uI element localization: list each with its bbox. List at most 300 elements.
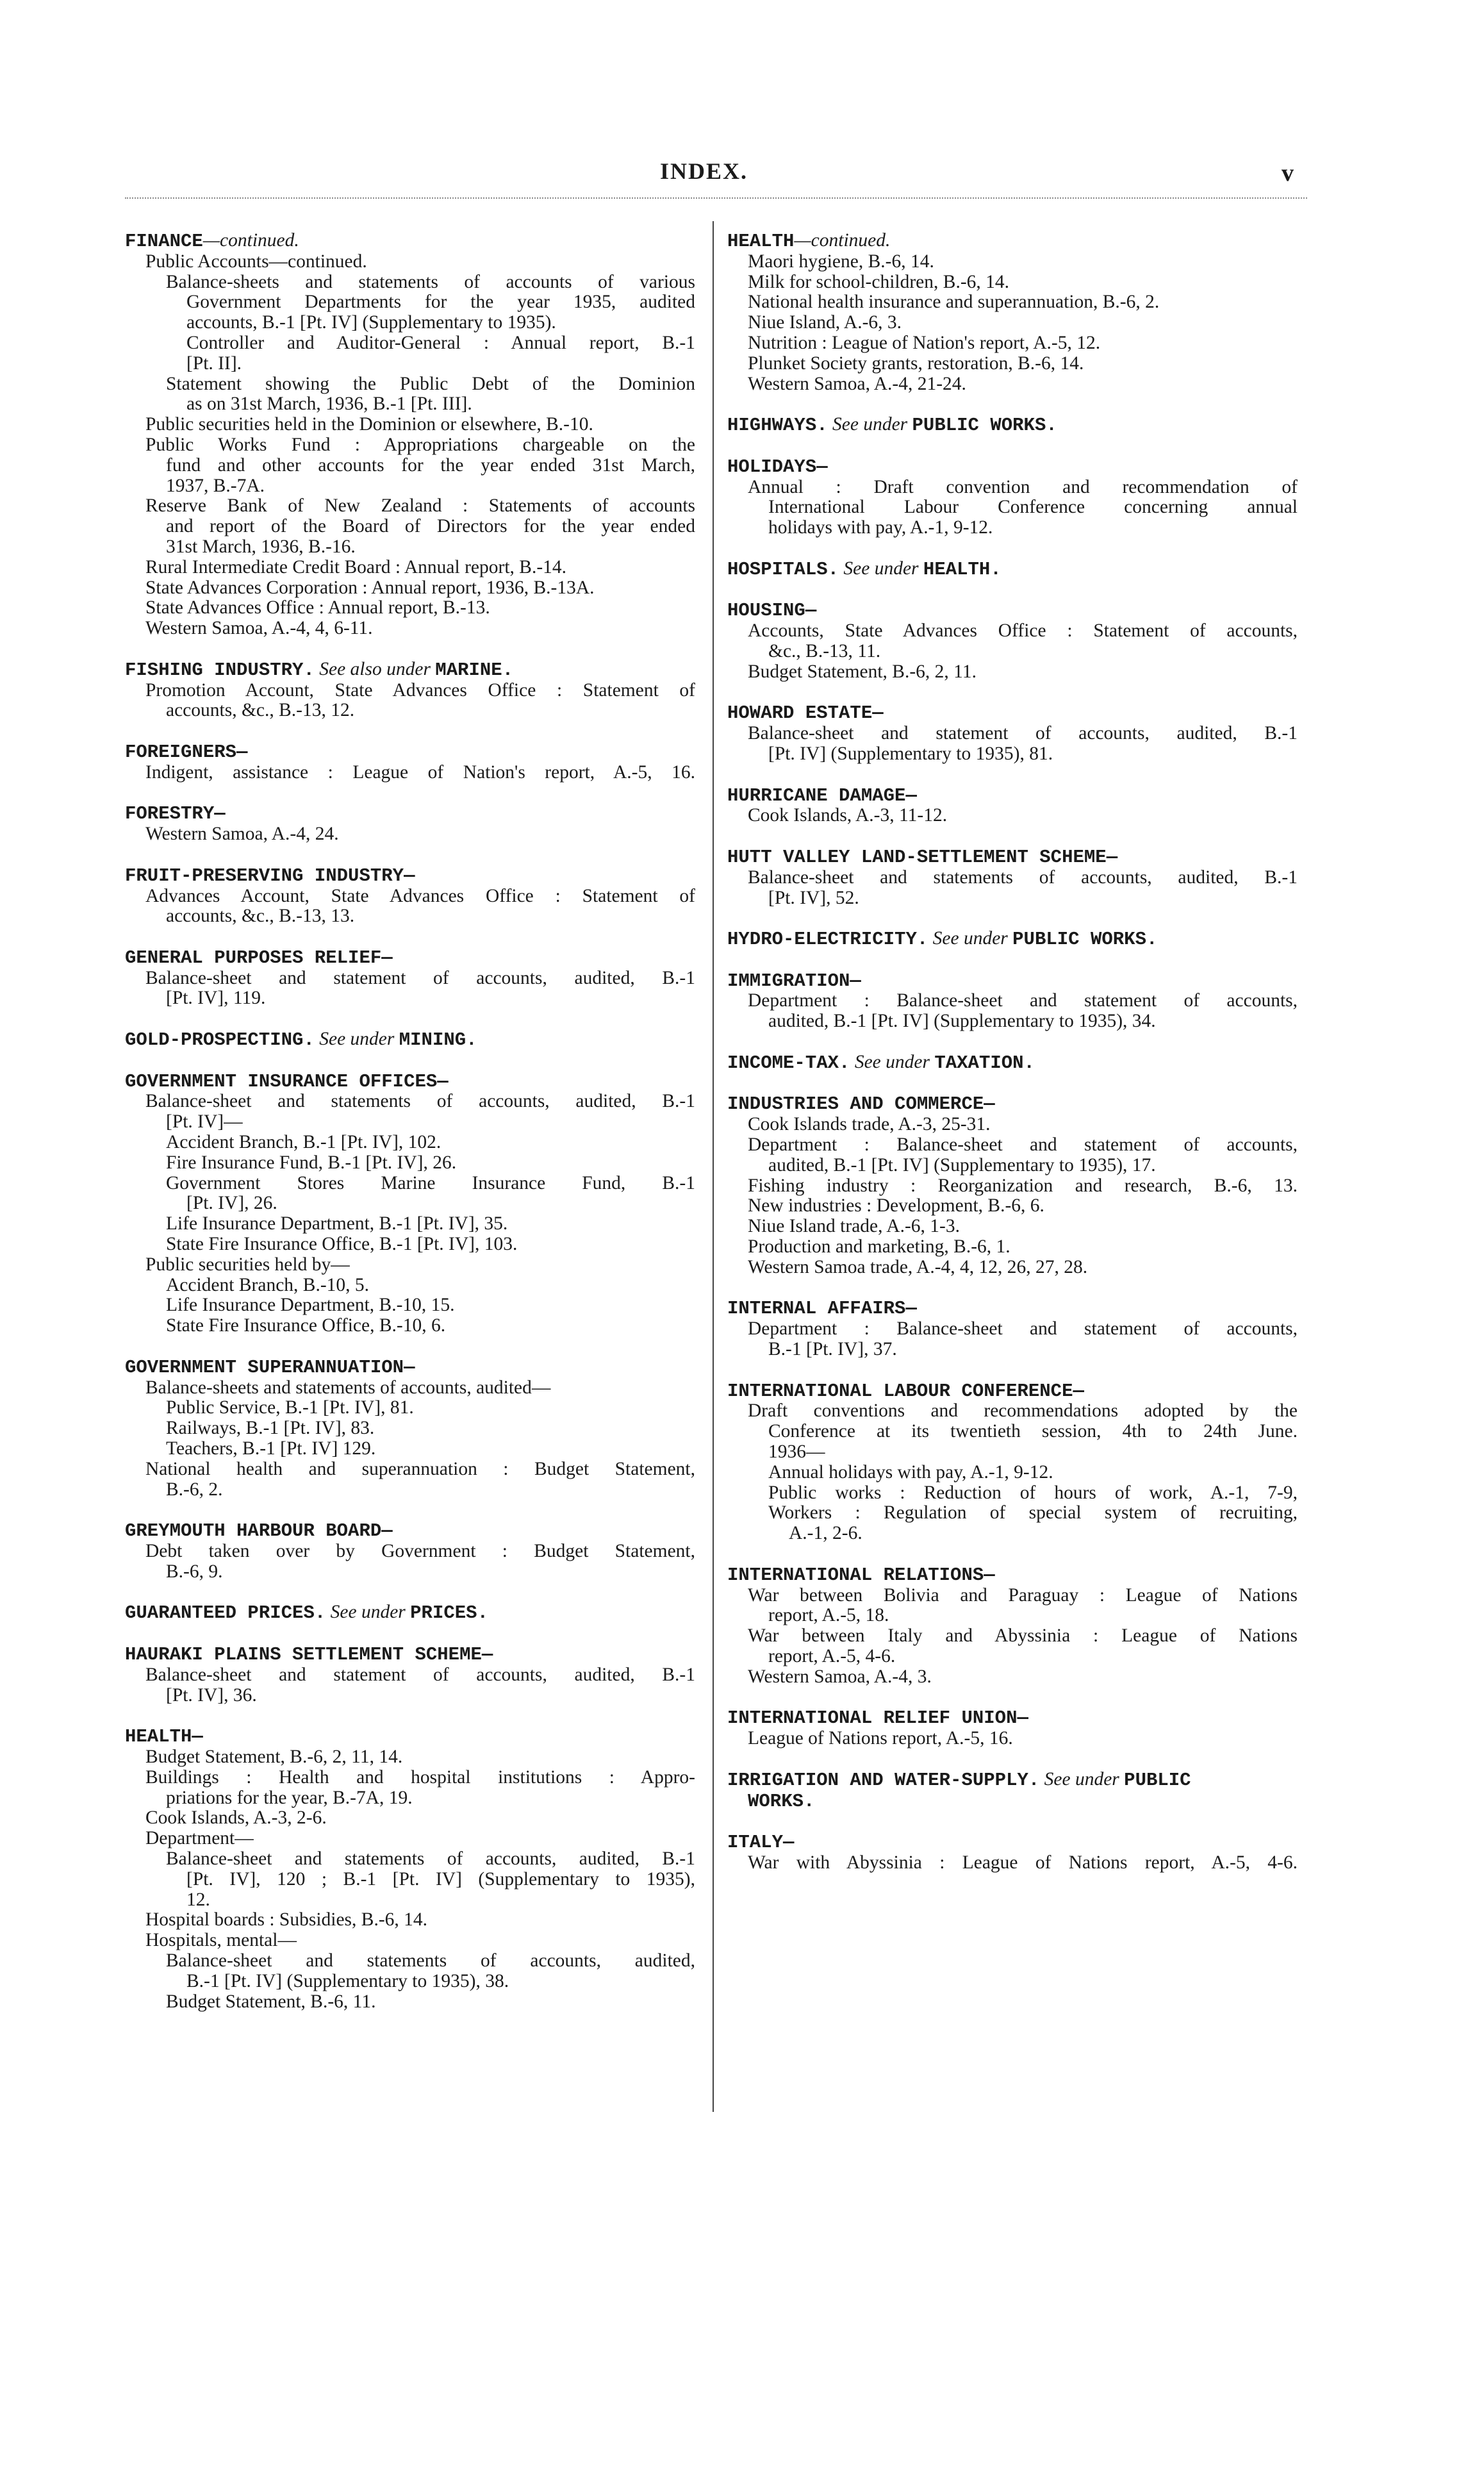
line-text: Debt taken over by Government : Budget Statement, [145,1541,695,1561]
heading-text: HUTT VALLEY LAND-SETTLEMENT SCHEME— [727,846,1118,868]
line-text: B.-6, 2. [166,1479,223,1500]
line-text: Life Insurance Department, B.-1 [Pt. IV], 35. [166,1213,508,1234]
entry-line [125,1972,695,1992]
entry-heading [727,600,1298,621]
entry-heading [125,1602,695,1624]
line-text: Buildings : Health and hospital institutions : Appro- [145,1766,695,1788]
line-text: Balance-sheet and statements of accounts, audited, B.-1 [145,1091,695,1112]
line-text: Balance-sheet and statement of accounts, audited, B.-1 [748,723,1298,744]
line-text: Railways, B.-1 [Pt. IV], 83. [166,1418,375,1439]
entry-line [727,868,1298,888]
entry-line [125,558,695,578]
entry-line [125,272,695,293]
heading-text: INTERNATIONAL RELATIONS— [727,1564,995,1586]
entry-heading [125,660,695,681]
entry-line [125,1174,695,1194]
heading-text: GENERAL PURPOSES RELIEF— [125,947,393,968]
line-text: State Advances Corporation : Annual report, 1936, B.-13A. [145,577,595,598]
line-text: Accounts, State Advances Office : Statement of accounts, [748,620,1298,642]
entry-line [727,1422,1298,1442]
line-text: Workers : Regulation of special system of recruiting, [768,1502,1298,1524]
line-text: Western Samoa, A.-4, 24. [145,824,339,845]
line-text: Niue Island, A.-6, 3. [748,312,902,333]
entry-line [727,991,1298,1011]
line-text: holidays with pay, A.-1, 9-12. [768,517,993,538]
line-text: accounts, B.-1 [Pt. IV] (Supplementary to 1935). [186,312,556,333]
cross-reference: HEALTH. [923,558,1002,580]
entry-line [727,1196,1298,1217]
line-text: A.-1, 2-6. [789,1523,862,1544]
cross-reference: PUBLIC [1124,1769,1191,1791]
entry-line [727,292,1298,313]
line-text: Budget Statement, B.-6, 11. [166,1991,376,2012]
line-text: fund and other accounts for the year ended 31st March, [166,454,695,476]
line-text: State Advances Office : Annual report, B.-13. [145,597,490,619]
heading-text: FISHING INDUSTRY. [125,659,315,681]
line-text: Public Accounts—continued. [145,251,367,272]
see-reference: See under [827,414,912,435]
line-text: [Pt. IV], 36. [166,1684,257,1706]
entry-heading [727,1093,1298,1115]
line-text: Balance-sheet and statement of accounts, audited, B.-1 [145,967,695,988]
line-text: B.-1 [Pt. IV], 37. [768,1339,897,1360]
entry-line [125,374,695,395]
line-text: Department : Balance-sheet and statement of accounts, [748,1318,1298,1340]
index-entry [125,1029,695,1051]
entry-line [727,888,1298,909]
heading-text: FINANCE [125,231,203,252]
entry-line [125,886,695,907]
line-text: Hospital boards : Subsidies, B.-6, 14. [145,1909,428,1931]
index-entry [125,1071,695,1336]
entry-line [727,1791,1298,1812]
entry-heading [727,1052,1298,1074]
entry-line [125,763,695,783]
line-text: War with Abyssinia : League of Nations report, A.-5, 4-6. [748,1852,1298,1873]
line-text: Draft conventions and recommendations adopted by the [748,1400,1298,1422]
line-text: Accident Branch, B.-10, 5. [166,1274,370,1295]
entry-line [125,1951,695,1972]
entry-heading [727,702,1298,724]
cross-reference: MARINE. [435,659,514,681]
line-text: Western Samoa, A.-4, 4, 6-11. [145,618,373,639]
entry-line [727,518,1298,538]
line-text: Milk for school-children, B.-6, 14. [748,271,1010,292]
heading-text: IRRIGATION AND WATER-SUPPLY. [727,1769,1040,1791]
index-entry [727,231,1298,394]
entry-heading [125,1029,695,1051]
line-text: Public works : Reduction of hours of work, A.-1, 7-9, [768,1482,1298,1503]
index-entry [727,1565,1298,1688]
entry-line [125,968,695,989]
line-text: Advances Account, State Advances Office : Statement of [145,885,695,906]
entry-line [125,435,695,456]
entry-line [125,1214,695,1234]
index-entry [727,559,1298,580]
line-text: 1936— [768,1441,825,1463]
line-text: War between Italy and Abyssinia : League of Nations [748,1625,1298,1647]
line-text: Western Samoa, A.-4, 21-24. [748,373,966,394]
line-text: Teachers, B.-1 [Pt. IV] 129. [166,1438,376,1459]
cross-reference: MINING. [399,1029,477,1051]
entry-line [727,1176,1298,1197]
entry-line [727,1586,1298,1606]
entry-heading [727,415,1298,436]
line-text: Budget Statement, B.-6, 2, 11, 14. [145,1746,403,1767]
entry-heading [727,1298,1298,1319]
line-text: [Pt. IV] (Supplementary to 1935), 81. [768,743,1053,764]
see-reference: See under [326,1602,411,1623]
entry-line [125,496,695,517]
heading-text: ITALY— [727,1832,795,1854]
index-entry [125,947,695,1009]
index-entry [727,847,1298,908]
entry-line [727,1115,1298,1135]
line-text: National health insurance and superannuation, B.-6, 2. [748,292,1160,313]
line-text: Fishing industry : Reorganization and research, B.-6, 13. [748,1175,1298,1196]
line-text: Balance-sheets and statements of accounts of various [166,271,695,292]
entry-line [125,598,695,619]
entry-line [727,1156,1298,1176]
entry-line [727,621,1298,642]
line-text: Balance-sheet and statements of accounts, audited, B.-1 [748,867,1298,888]
entry-heading [727,785,1298,806]
line-text: [Pt. IV]— [166,1111,243,1133]
index-entry [727,1770,1298,1812]
entry-heading [727,929,1298,950]
index-entry [727,600,1298,682]
heading-text: FRUIT-PRESERVING INDUSTRY— [125,865,415,886]
line-text: audited, B.-1 [Pt. IV] (Supplementary to 1935), 34. [768,1011,1156,1032]
entry-line [125,681,695,701]
line-text: —continued. [202,230,299,251]
line-text: Western Samoa, A.-4, 3. [748,1666,932,1687]
entry-line [125,1480,695,1500]
entry-line [125,1092,695,1112]
line-text: [Pt. IV], 52. [768,887,859,908]
line-text: Conference at its twentieth session, 4th to 24th June. [768,1421,1298,1442]
entry-line [727,1011,1298,1032]
line-text: Balance-sheet and statement of accounts, audited, B.-1 [145,1664,695,1685]
line-text: [Pt. II]. [186,353,242,374]
line-text: Public Works Fund : Appropriations chargeable on the [145,434,695,455]
entry-line [727,1729,1298,1749]
line-text: 12. [186,1889,210,1910]
line-text: report, A.-5, 18. [768,1605,889,1626]
index-entry [727,970,1298,1032]
entry-heading [727,1832,1298,1853]
index-entry [125,1520,695,1582]
see-reference: See also under [314,658,436,679]
entry-line [727,252,1298,272]
line-text: Department : Balance-sheet and statement of accounts, [748,990,1298,1011]
entry-line [125,1255,695,1275]
entry-line [727,1606,1298,1626]
heading-text: HEALTH [727,231,795,252]
line-text: report, A.-5, 4-6. [768,1645,896,1666]
index-entry [727,1052,1298,1074]
entry-line [727,1319,1298,1340]
entry-line [125,292,695,313]
entry-heading [727,1707,1298,1729]
index-entry [727,1298,1298,1359]
line-text: Government Stores Marine Insurance Fund, B.-1 [166,1172,695,1193]
entry-line [727,1340,1298,1360]
entry-line [727,333,1298,354]
line-text: State Fire Insurance Office, B.-1 [Pt. IV], 103. [166,1234,518,1255]
index-entry [125,1357,695,1500]
entry-line [125,456,695,476]
entry-line [125,1992,695,2013]
entry-line [125,1316,695,1336]
entry-line [125,578,695,599]
line-text: Annual holidays with pay, A.-1, 9-12. [768,1461,1053,1483]
line-text: Department— [145,1828,254,1849]
entry-line [125,1295,695,1316]
index-entry [727,1832,1298,1873]
entry-heading [727,1770,1298,1791]
line-text: &c., B.-13, 11. [768,640,881,661]
entry-line [727,313,1298,333]
column-divider [713,221,714,2112]
heading-text: HIGHWAYS. [727,415,828,436]
heading-text: GOLD-PROSPECTING. [125,1029,315,1051]
entry-line [727,478,1298,498]
line-text: Indigent, assistance : League of Nation's report, A.-5, 16. [145,761,695,783]
line-text: Cook Islands, A.-3, 11-12. [748,805,948,826]
heading-text: INCOME-TAX. [727,1052,850,1074]
entry-line [125,1459,695,1480]
see-reference: See under [850,1051,935,1072]
entry-line [125,1910,695,1931]
line-text: Accident Branch, B.-1 [Pt. IV], 102. [166,1132,441,1153]
entry-line [125,1829,695,1849]
left-column [125,231,695,2032]
heading-text: HAURAKI PLAINS SETTLEMENT SCHEME— [125,1643,493,1665]
heading-text: FORESTRY— [125,803,226,825]
entry-line [125,1112,695,1133]
cross-reference: PRICES. [410,1602,488,1624]
entry-line [125,1133,695,1153]
entry-line [727,374,1298,395]
line-text: accounts, &c., B.-13, 13. [166,906,355,927]
index-entry [727,929,1298,950]
line-text: Cook Islands, A.-3, 2-6. [145,1807,327,1829]
heading-text: INTERNAL AFFAIRS— [727,1298,917,1320]
heading-text: HURRICANE DAMAGE— [727,785,917,806]
line-text: Fire Insurance Fund, B.-1 [Pt. IV], 26. [166,1152,457,1173]
entry-heading [125,231,695,252]
entry-heading [125,1644,695,1665]
line-text: audited, B.-1 [Pt. IV] (Supplementary to 1935), 17. [768,1154,1156,1175]
index-entry [727,785,1298,827]
entry-line [125,1439,695,1459]
entry-line [125,1378,695,1399]
entry-line [125,824,695,845]
entry-heading [125,865,695,886]
see-reference: See under [928,928,1013,949]
entry-line [125,1418,695,1439]
entry-heading [727,1565,1298,1586]
entry-line [125,1665,695,1686]
index-entry [727,1707,1298,1749]
heading-text: GREYMOUTH HARBOUR BOARD— [125,1520,393,1542]
line-text: as on 31st March, 1936, B.-1 [Pt. III]. [186,394,472,415]
entry-line [125,354,695,374]
entry-heading [125,947,695,968]
see-reference: See under [839,558,923,579]
index-entry [125,660,695,721]
entry-heading [727,559,1298,580]
line-text: League of Nations report, A.-5, 16. [748,1728,1013,1749]
index-entry [727,1093,1298,1277]
line-text: Balance-sheets and statements of accounts, audited— [145,1377,551,1398]
heading-text: HOSPITALS. [727,558,839,580]
entry-line [125,394,695,415]
index-entry [125,865,695,927]
index-entry [727,1381,1298,1544]
see-reference: See under [314,1029,399,1050]
entry-heading [125,803,695,824]
line-text: [Pt. IV], 26. [186,1193,277,1214]
entry-heading [727,456,1298,478]
entry-line [125,313,695,333]
line-text: 31st March, 1936, B.-16. [166,536,356,557]
heading-text: IMMIGRATION— [727,970,861,992]
entry-line [125,476,695,497]
line-text: Balance-sheet and statements of accounts, audited, [166,1950,695,1971]
entry-line [125,1747,695,1768]
entry-line [125,906,695,927]
entry-line [727,1503,1298,1524]
line-text: Hospitals, mental— [145,1930,297,1951]
index-entry [727,415,1298,436]
line-text: Government Departments for the year 1935, audited [186,292,695,313]
entry-line [125,1808,695,1829]
entry-line [125,1931,695,1951]
entry-line [125,1890,695,1911]
entry-line [727,724,1298,744]
entry-line [125,252,695,272]
entry-line [727,1401,1298,1422]
entry-line [727,1524,1298,1544]
line-text: and report of the Board of Directors for the year ended [166,516,695,537]
heading-text: FOREIGNERS— [125,741,248,763]
line-text: —continued. [794,230,891,251]
entry-heading [125,1071,695,1092]
entry-line [125,1870,695,1890]
line-text: Controller and Auditor-General : Annual report, B.-1 [186,332,695,353]
line-text: Life Insurance Department, B.-10, 15. [166,1295,455,1316]
line-text: [Pt. IV], 120 ; B.-1 [Pt. IV] (Supplementary to 1935), [186,1868,695,1890]
entry-line [727,1135,1298,1156]
line-text: Statement showing the Public Debt of the Dominion [166,373,695,394]
cross-reference: PUBLIC WORKS. [1012,929,1158,951]
line-text: Public Service, B.-1 [Pt. IV], 81. [166,1397,414,1418]
entry-line [727,1483,1298,1504]
entry-line [125,1788,695,1809]
line-text: [Pt. IV], 119. [166,988,266,1009]
entry-line [125,1562,695,1582]
index-entry [125,1602,695,1624]
entry-line [125,1193,695,1214]
line-text: War between Bolivia and Paraguay : League of Nations [748,1584,1298,1606]
entry-line [727,1442,1298,1463]
heading-text: HOUSING— [727,600,817,622]
heading-text: HEALTH— [125,1726,203,1748]
entry-heading [125,1520,695,1541]
entry-line [125,1275,695,1296]
line-text: Public securities held by— [145,1254,350,1275]
heading-text: INTERNATIONAL RELIEF UNION— [727,1707,1028,1729]
line-text: International Labour Conference concerning annual [768,497,1298,518]
entry-line [125,333,695,354]
entry-line [125,1768,695,1788]
line-text: National health and superannuation : Budget Statement, [145,1458,695,1479]
entry-line [727,354,1298,374]
entry-line [727,806,1298,826]
index-entry [125,231,695,639]
entry-line [727,272,1298,293]
entry-line [125,1686,695,1706]
line-text: B.-1 [Pt. IV] (Supplementary to 1935), 38. [186,1970,509,1991]
entry-heading [125,742,695,763]
line-text: Public securities held in the Dominion or elsewhere, B.-10. [145,414,593,435]
line-text: B.-6, 9. [166,1561,223,1582]
line-text: Department : Balance-sheet and statement of accounts, [748,1134,1298,1156]
heading-text: HOWARD ESTATE— [727,702,884,724]
page-number: v [1282,160,1294,187]
line-text: Cook Islands trade, A.-3, 25-31. [748,1114,991,1135]
entry-line [727,642,1298,662]
line-text: Budget Statement, B.-6, 2, 11. [748,661,977,682]
heading-text: HOLIDAYS— [727,456,828,478]
index-entry [727,456,1298,538]
entry-line [727,744,1298,765]
line-text: Niue Island trade, A.-6, 1-3. [748,1216,960,1237]
entry-line [125,1234,695,1255]
entry-heading [727,1381,1298,1402]
heading-text: GOVERNMENT INSURANCE OFFICES— [125,1070,449,1092]
heading-text: INTERNATIONAL LABOUR CONFERENCE— [727,1380,1084,1402]
entry-line [727,1258,1298,1278]
entry-line [125,1541,695,1562]
entry-line [125,415,695,435]
cross-reference: WORKS. [748,1790,815,1812]
entry-line [125,1153,695,1174]
line-text: Nutrition : League of Nation's report, A.-5, 12. [748,332,1101,353]
line-text: Annual : Draft convention and recommendation of [748,476,1298,497]
entry-line [125,619,695,639]
line-text: New industries : Development, B.-6, 6. [748,1195,1044,1217]
entry-line [727,1647,1298,1667]
entry-line [727,662,1298,683]
see-reference: See under [1039,1768,1125,1790]
line-text: Western Samoa trade, A.-4, 4, 12, 26, 27, 28. [748,1256,1088,1277]
entry-line [727,1667,1298,1688]
cross-reference: TAXATION. [934,1052,1035,1074]
page-title: INDEX. [660,158,748,184]
entry-line [727,1237,1298,1258]
entry-heading [727,231,1298,252]
index-entry [125,1726,695,2012]
entry-heading [125,1357,695,1378]
line-text: Rural Intermediate Credit Board : Annual report, B.-14. [145,556,567,577]
index-entry [125,1644,695,1706]
index-entry [125,803,695,845]
line-text: State Fire Insurance Office, B.-10, 6. [166,1315,446,1336]
entry-line [727,1853,1298,1873]
